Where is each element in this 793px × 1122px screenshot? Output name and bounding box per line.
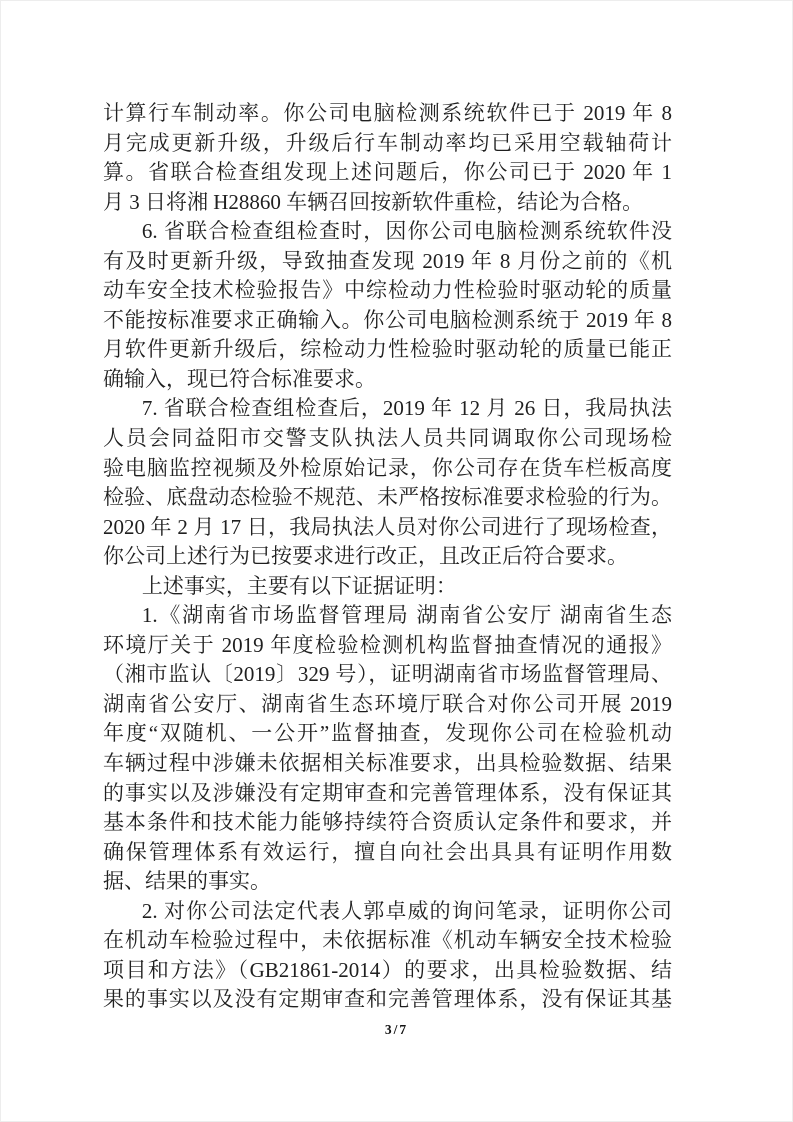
text-line: 月完成更新升级，升级后行车制动率均已采用空载轴荷计 <box>103 130 672 155</box>
page-number: 3/7 <box>384 1022 409 1037</box>
text-line: 环境厅关于 2019 年度检验检测机构监督抽查情况的通报》 <box>103 632 672 657</box>
document-body <box>103 99 672 1015</box>
text-line: 车辆过程中涉嫌未依据相关标准要求，出具检验数据、结果 <box>103 751 672 776</box>
text-line: 不能按标准要求正确输入。你公司电脑检测系统于 2019 年 8 <box>103 307 672 332</box>
text-line: 有及时更新升级，导致抽查发现 2019 年 8 月份之前的《机 <box>103 248 672 273</box>
text-line: 上述事实，主要有以下证据证明： <box>141 573 457 598</box>
paragraph <box>103 572 672 602</box>
text-line: 确输入，现已符合标准要求。 <box>103 366 376 391</box>
text-line: 项目和方法》（GB21861-2014）的要求，出具检验数据、结 <box>103 957 672 982</box>
text-line: 检验、底盘动态检验不规范、未严格按标准要求检验的行为。 <box>103 485 672 510</box>
text-line: 动车安全技术检验报告》中综检动力性检验时驱动轮的质量 <box>103 278 672 303</box>
text-line: 1.《湖南省市场监督管理局 湖南省公安厅 湖南省生态 <box>141 603 672 628</box>
text-line: （湘市监认〔2019〕329 号），证明湖南省市场监督管理局、 <box>103 662 672 687</box>
paragraph <box>103 897 672 1015</box>
text-line: 在机动车检验过程中，未依据标准《机动车辆安全技术检验 <box>103 928 672 953</box>
paragraph <box>103 601 672 896</box>
text-line: 你公司上述行为已按要求进行改正，且改正后符合要求。 <box>103 544 628 569</box>
text-line: 2. 对你公司法定代表人郭卓威的询问笔录，证明你公司 <box>141 898 672 923</box>
paragraph <box>103 394 672 571</box>
text-line: 人员会同益阳市交警支队执法人员共同调取你公司现场检 <box>103 426 672 451</box>
text-line: 基本条件和技术能力能够持续符合资质认定条件和要求，并 <box>103 810 672 835</box>
paragraph <box>103 99 672 217</box>
text-line: 果的事实以及没有定期审查和完善管理体系，没有保证其基 <box>103 987 672 1012</box>
text-line: 确保管理体系有效运行，擅自向社会出具具有证明作用数 <box>103 839 672 864</box>
text-line: 据、结果的事实。 <box>103 869 271 894</box>
text-line: 6. 省联合检查组检查时，因你公司电脑检测系统软件没 <box>141 219 672 244</box>
paragraph <box>103 217 672 394</box>
text-line: 2020 年 2 月 17 日，我局执法人员对你公司进行了现场检查， <box>103 514 672 539</box>
text-line: 算。省联合检查组发现上述问题后，你公司已于 2020 年 1 <box>103 160 672 185</box>
text-line: 月软件更新升级后，综检动力性检验时驱动轮的质量已能正 <box>103 337 672 362</box>
text-line: 验电脑监控视频及外检原始记录，你公司存在货车栏板高度 <box>103 455 672 480</box>
text-line: 7. 省联合检查组检查后，2019 年 12 月 26 日，我局执法 <box>141 396 672 421</box>
text-line: 湖南省公安厅、湖南省生态环境厅联合对你公司开展 2019 <box>103 691 672 716</box>
text-line: 年度“双随机、一公开”监督抽查，发现你公司在检验机动 <box>103 721 672 746</box>
text-line: 的事实以及涉嫌没有定期审查和完善管理体系，没有保证其 <box>103 780 672 805</box>
text-line: 月 3 日将湘 H28860 车辆召回按新软件重检，结论为合格。 <box>103 189 644 214</box>
text-line: 计算行车制动率。你公司电脑检测系统软件已于 2019 年 8 <box>103 101 672 125</box>
